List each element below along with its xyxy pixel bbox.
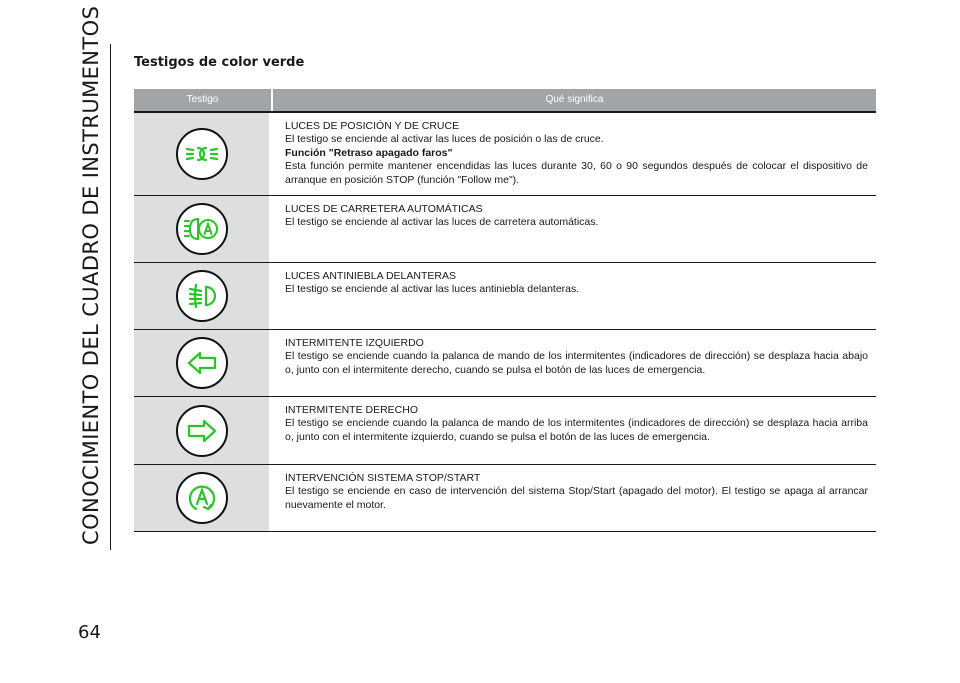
position-lights-icon — [176, 128, 228, 180]
row-title: INTERMITENTE DERECHO — [285, 404, 419, 416]
table-row — [134, 397, 876, 465]
header-meaning: Qué significa — [271, 89, 876, 111]
row-description: El testigo se enciende en caso de intervención del sistema Stop/Start (apagado del motor). El testigo se apaga al arrancar nuevamente el motor. — [285, 485, 868, 511]
row-description: El testigo se enciende al activar las luces antiniebla delanteras. — [285, 283, 580, 296]
row-title: LUCES DE CARRETERA AUTOMÁTICAS — [285, 203, 483, 215]
row-title: INTERMITENTE IZQUIERDO — [285, 337, 424, 349]
table-row — [134, 465, 876, 532]
table-header — [134, 89, 876, 111]
table-row — [134, 330, 876, 397]
auto-high-beam-icon — [176, 203, 228, 255]
warning-lights-table — [134, 89, 876, 532]
right-turn-signal-icon — [176, 405, 228, 457]
table-row — [134, 113, 876, 196]
row-title: LUCES ANTINIEBLA DELANTERAS — [285, 270, 456, 282]
row-description: El testigo se enciende al activar las luces de carretera automáticas. — [285, 216, 599, 229]
table-row — [134, 263, 876, 330]
header-testigo: Testigo — [186, 94, 219, 105]
row-title: LUCES DE POSICIÓN Y DE CRUCE — [285, 120, 460, 132]
front-fog-lights-icon — [176, 270, 228, 322]
page-number: 64 — [78, 622, 101, 643]
row-description: El testigo se enciende cuando la palanca de mando de los intermitentes (indicadores de dirección) se desplaza hacia arriba o, junto con el intermitente izquierdo, cuando se pulsa el botón de las luces de emergencia. — [285, 417, 868, 443]
section-title: Testigos de color verde — [134, 55, 305, 70]
row-subdescription: Esta función permite mantener encendidas las luces durante 30, 60 o 90 segundos después de colocar el dispositivo de arranque en posición STOP (función "Follow me"). — [285, 160, 868, 186]
table-row — [134, 196, 876, 263]
row-description: El testigo se enciende cuando la palanca de mando de los intermitentes (indicadores de dirección) se desplaza hacia abajo o, junto con el intermitente derecho, cuando se pulsa el botón de las luces de emergencia. — [285, 350, 868, 376]
stop-start-icon — [176, 472, 228, 524]
left-turn-signal-icon — [176, 337, 228, 389]
row-title: INTERVENCIÓN SISTEMA STOP/START — [285, 472, 481, 484]
chapter-title: CONOCIMIENTO DEL CUADRO DE INSTRUMENTOS — [79, 5, 103, 545]
chapter-divider — [110, 44, 111, 550]
row-subtitle: Función "Retraso apagado faros" — [285, 146, 453, 159]
row-description: El testigo se enciende al activar las luces de posición o las de cruce. — [285, 133, 604, 146]
